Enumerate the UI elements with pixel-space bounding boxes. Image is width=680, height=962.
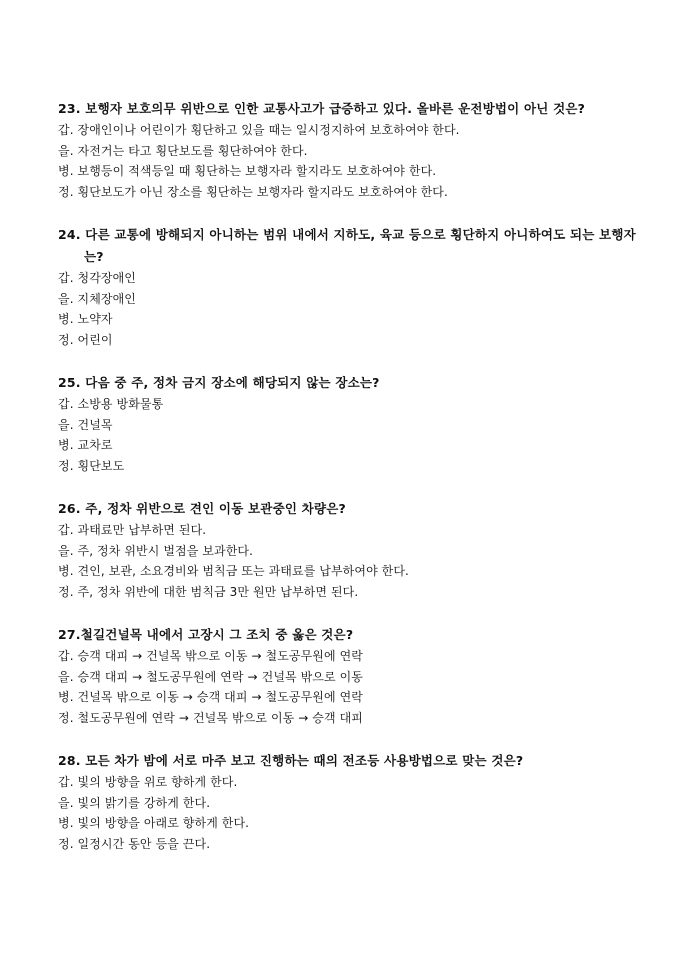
option-gap [58, 772, 638, 793]
option-text: 자전거는 타고 횡단보도를 횡단하여야 한다. [73, 143, 308, 158]
option-label: 정. [58, 332, 74, 347]
option-text: 횡단보도가 아닌 장소를 횡단하는 보행자라 할지라도 보호하여야 한다. [73, 184, 448, 199]
option-label: 정. [58, 458, 74, 473]
option-label: 갑. [58, 649, 74, 663]
question-text: 23. 보행자 보호의무 위반으로 인한 교통사고가 급증하고 있다. 올바른 운전방법이 아닌 것은? [58, 101, 586, 116]
question-text: 28. 모든 차가 밤에 서로 마주 보고 진행하는 때의 전조등 사용방법으로 맞는 것은? [58, 753, 524, 768]
option-jeong [58, 182, 638, 203]
option-text: 어린이 [73, 332, 113, 347]
option-text: 소방용 방화물통 [73, 397, 164, 411]
question-text: 27.철길건널목 내에서 고장시 그 조치 중 옳은 것은? [58, 627, 354, 642]
option-byeong [58, 561, 638, 582]
option-label: 정. [58, 184, 74, 199]
option-text: 견인, 보관, 소요경비와 범칙금 또는 과태료를 납부하여야 한다. [73, 564, 409, 578]
option-text: 주, 정차 위반시 벌점을 보과한다. [73, 543, 254, 558]
option-label: 병. [58, 816, 74, 830]
option-text: 건널목 [73, 417, 113, 432]
option-label: 정. [58, 584, 74, 599]
option-gap [58, 394, 638, 415]
option-label: 병. [58, 312, 74, 326]
option-eul [58, 289, 638, 310]
option-eul [58, 667, 638, 688]
option-eul [58, 415, 638, 436]
option-label: 정. [58, 710, 74, 725]
option-eul [58, 141, 638, 162]
question-text: 26. 주, 정차 위반으로 견인 이동 보관중인 차량은? [58, 501, 346, 516]
option-text: 승객 대피 → 철도공무원에 연락 → 건널목 밖으로 이동 [73, 669, 363, 684]
option-text: 빛의 밝기를 강하게 한다. [73, 795, 211, 810]
option-text: 장애인이나 어린이가 횡단하고 있을 때는 일시정지하여 보호하여야 한다. [73, 123, 460, 137]
option-label: 갑. [58, 775, 74, 789]
question-24 [58, 224, 638, 350]
option-label: 을. [58, 795, 74, 810]
option-text: 지체장애인 [73, 291, 136, 306]
option-jeong [58, 330, 638, 351]
option-label: 을. [58, 291, 74, 306]
question-25 [58, 372, 638, 476]
option-jeong [58, 456, 638, 477]
option-label: 갑. [58, 271, 74, 285]
option-list [58, 520, 638, 602]
option-label: 갑. [58, 123, 74, 137]
option-label: 갑. [58, 397, 74, 411]
option-eul [58, 541, 638, 562]
option-text: 일정시간 동안 등을 끈다. [73, 836, 211, 851]
option-text: 보행등이 적색등일 때 횡단하는 보행자라 할지라도 보호하여야 한다. [73, 164, 437, 178]
option-list [58, 394, 638, 476]
option-text: 청각장애인 [73, 271, 136, 285]
option-byeong [58, 435, 638, 456]
option-byeong [58, 687, 638, 708]
option-list [58, 120, 638, 202]
option-byeong [58, 813, 638, 834]
question-23 [58, 98, 638, 202]
option-byeong [58, 161, 638, 182]
option-gap [58, 646, 638, 667]
option-list [58, 646, 638, 728]
option-label: 을. [58, 543, 74, 558]
option-text: 빛의 방향을 위로 향하게 한다. [73, 775, 238, 789]
option-label: 병. [58, 564, 74, 578]
option-label: 을. [58, 417, 74, 432]
question-26 [58, 498, 638, 602]
option-label: 병. [58, 690, 74, 704]
question-27 [58, 624, 638, 728]
option-label: 을. [58, 669, 74, 684]
option-text: 승객 대피 → 건널목 밖으로 이동 → 철도공무원에 연락 [73, 649, 363, 663]
option-text: 주, 정차 위반에 대한 범칙금 3만 원만 납부하면 된다. [73, 584, 359, 599]
question-28 [58, 750, 638, 854]
option-list [58, 268, 638, 350]
option-text: 빛의 방향을 아래로 향하게 한다. [73, 816, 250, 830]
option-jeong [58, 582, 638, 603]
option-list [58, 772, 638, 854]
option-eul [58, 793, 638, 814]
option-label: 병. [58, 164, 74, 178]
option-label: 갑. [58, 523, 74, 537]
option-text: 과태료만 납부하면 된다. [73, 523, 207, 537]
option-text: 건널목 밖으로 이동 → 승객 대피 → 철도공무원에 연락 [73, 690, 363, 704]
question-text: 24. 다른 교통에 방해되지 아니하는 범위 내에서 지하도, 육교 등으로 횡단하지 아니하여도 되는 보행자는? [58, 227, 636, 264]
option-gap [58, 520, 638, 541]
option-jeong [58, 834, 638, 855]
option-text: 노약자 [73, 312, 113, 326]
option-text: 횡단보도 [73, 458, 125, 473]
option-label: 을. [58, 143, 74, 158]
option-gap [58, 120, 638, 141]
option-text: 교차로 [73, 438, 113, 452]
document-page [58, 98, 638, 876]
option-label: 정. [58, 836, 74, 851]
option-gap [58, 268, 638, 289]
option-label: 병. [58, 438, 74, 452]
option-byeong [58, 309, 638, 330]
question-text: 25. 다음 중 주, 정차 금지 장소에 해당되지 않는 장소는? [58, 375, 380, 390]
option-text: 철도공무원에 연락 → 건널목 밖으로 이동 → 승객 대피 [73, 710, 363, 725]
option-jeong [58, 708, 638, 729]
